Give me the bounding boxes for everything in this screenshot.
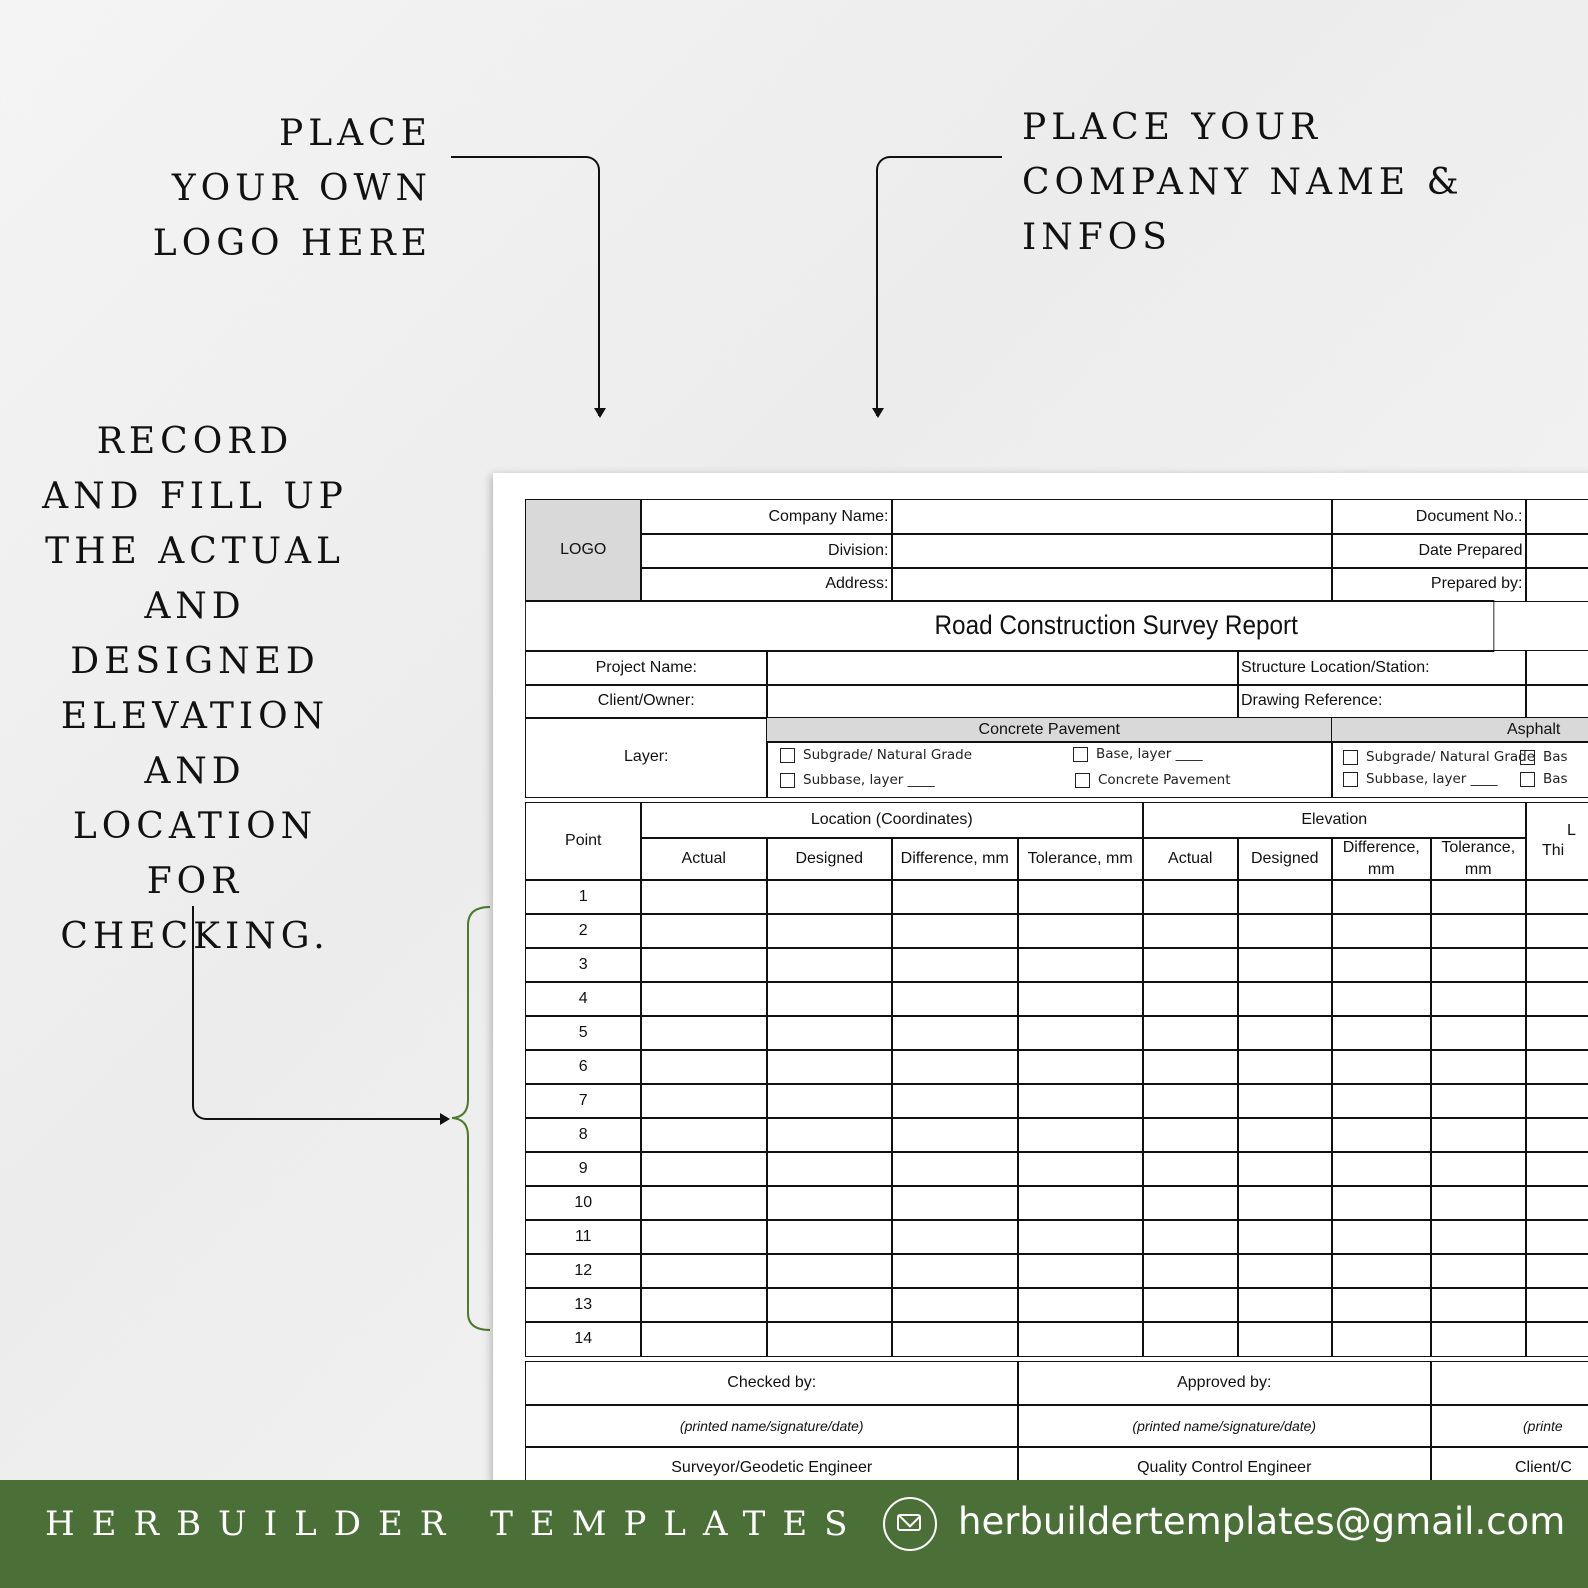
mail-icon (883, 1497, 937, 1551)
point-number: 14 (525, 1321, 642, 1357)
data-cell[interactable] (1525, 1083, 1588, 1119)
approved-by-label: Approved by: (1017, 1361, 1432, 1406)
layer-thickness-header[interactable] (1525, 802, 1588, 881)
data-cell[interactable] (640, 947, 768, 983)
data-cell[interactable] (891, 1287, 1019, 1323)
data-cell[interactable] (891, 1151, 1019, 1187)
signature-line: (printed name/signature/date) (1017, 1404, 1432, 1448)
checkbox-icon[interactable] (780, 748, 795, 763)
data-cell[interactable] (1525, 981, 1588, 1017)
data-cell[interactable] (1430, 1253, 1527, 1289)
checkbox-icon[interactable] (1343, 772, 1358, 787)
data-cell[interactable] (1331, 1253, 1432, 1289)
data-cell[interactable] (1017, 1321, 1144, 1357)
data-cell[interactable] (640, 1117, 768, 1153)
point-number: 8 (525, 1117, 642, 1153)
data-cell[interactable] (1237, 1151, 1333, 1187)
checkbox-icon[interactable] (1075, 773, 1090, 788)
option-concrete[interactable] (1075, 772, 1231, 788)
logo-placeholder: LOGO (525, 499, 642, 602)
data-cell[interactable] (1430, 1219, 1527, 1255)
brand-name: HERBUILDER TEMPLATES (45, 1504, 865, 1544)
column-header: Tolerance, mm (1017, 837, 1144, 881)
field-structure_location[interactable] (1525, 650, 1588, 686)
data-cell[interactable] (1017, 1287, 1144, 1323)
data-cell[interactable] (640, 1083, 768, 1119)
data-cell[interactable] (766, 1219, 893, 1255)
label-project_name: Project Name: (525, 650, 768, 686)
data-cell[interactable] (640, 1219, 768, 1255)
data-cell[interactable] (1237, 1117, 1333, 1153)
option-label: Concrete Pavement (1098, 772, 1231, 788)
data-cell[interactable] (766, 947, 893, 983)
field-document_no[interactable] (1525, 499, 1588, 535)
option-asphalt-base-2[interactable] (1520, 771, 1568, 787)
data-cell[interactable] (1430, 879, 1527, 915)
point-number: 12 (525, 1253, 642, 1289)
data-cell[interactable] (1331, 1219, 1432, 1255)
signoff-cell[interactable] (1430, 1361, 1588, 1406)
option-subgrade[interactable] (780, 747, 972, 763)
column-header: Tolerance, mm (1430, 837, 1527, 881)
point-number: 6 (525, 1049, 642, 1085)
option-label: Subgrade/ Natural Grade (803, 747, 973, 763)
label-address: Address: (640, 567, 893, 602)
data-cell[interactable] (1430, 1321, 1527, 1357)
data-cell[interactable] (1331, 1321, 1432, 1357)
label-client_owner: Client/Owner: (525, 684, 768, 719)
data-cell[interactable] (1142, 1287, 1239, 1323)
data-cell[interactable] (1237, 879, 1333, 915)
data-cell[interactable] (766, 1049, 893, 1085)
data-cell[interactable] (1331, 1151, 1432, 1187)
option-asphalt-base[interactable] (1520, 749, 1568, 765)
signature-line: (printed name/signature/date) (525, 1404, 1019, 1448)
data-cell[interactable] (1017, 1185, 1144, 1221)
data-cell[interactable] (1142, 1049, 1239, 1085)
data-cell[interactable] (891, 1219, 1019, 1255)
data-cell[interactable] (1525, 1321, 1588, 1357)
data-cell[interactable] (1430, 947, 1527, 983)
data-cell[interactable] (766, 981, 893, 1017)
column-header: Designed (766, 837, 893, 881)
data-cell[interactable] (1142, 879, 1239, 915)
option-asphalt-subgrade[interactable] (1343, 749, 1535, 765)
data-cell[interactable] (1525, 1117, 1588, 1153)
label-date_prepared: Date Prepared (1331, 533, 1527, 569)
data-cell[interactable] (1331, 879, 1432, 915)
data-cell[interactable] (1525, 1219, 1588, 1255)
form-title: Road Construction Survey Report (525, 600, 1494, 652)
label-company_name: Company Name: (640, 499, 893, 535)
label-prepared_by: Prepared by: (1331, 567, 1527, 602)
concrete-pavement-header: Concrete Pavement (766, 717, 1333, 743)
data-cell[interactable] (766, 1117, 893, 1153)
label-division: Division: (640, 533, 893, 569)
data-cell[interactable] (1237, 1015, 1333, 1051)
label-structure_location: Structure Location/Station: (1237, 650, 1527, 686)
checked-by-label: Checked by: (525, 1361, 1019, 1406)
arrow-logo (451, 156, 600, 416)
point-number: 10 (525, 1185, 642, 1221)
data-cell[interactable] (1525, 1151, 1588, 1187)
point-number: 1 (525, 879, 642, 915)
column-header: Difference, mm (1331, 837, 1432, 881)
field-prepared_by[interactable] (1525, 567, 1588, 602)
location-header: Location (Coordinates) (640, 802, 1144, 839)
annotation-record: RECORD AND FILL UP THE ACTUAL AND DESIGNED ELEVATION AND LOCATION FOR CHECKING. (42, 421, 348, 957)
data-cell[interactable] (640, 1253, 768, 1289)
data-cell[interactable] (640, 1151, 768, 1187)
footer-bar (0, 1480, 1588, 1588)
column-header: Designed (1237, 837, 1333, 881)
data-cell[interactable] (766, 1253, 893, 1289)
data-cell[interactable] (891, 1049, 1019, 1085)
option-subbase[interactable] (780, 772, 935, 788)
field-project_name[interactable] (766, 650, 1239, 686)
option-label: Base, layer ____ (1096, 746, 1203, 762)
data-cell[interactable] (640, 1185, 768, 1221)
signature-line: (printe (1430, 1404, 1588, 1448)
point-number: 11 (525, 1219, 642, 1255)
checkbox-icon[interactable] (1520, 750, 1535, 765)
point-number: 4 (525, 981, 642, 1017)
field-division[interactable] (891, 533, 1333, 569)
field-client_owner[interactable] (766, 684, 1239, 719)
bracket-icon (448, 905, 493, 1333)
data-cell[interactable] (1331, 1185, 1432, 1221)
checkbox-icon[interactable] (1343, 750, 1358, 765)
data-cell[interactable] (1142, 1321, 1239, 1357)
data-cell[interactable] (891, 1083, 1019, 1119)
surveyor-role: Surveyor/Geodetic Engineer (525, 1446, 1019, 1490)
option-label: Bas (1543, 749, 1568, 765)
data-cell[interactable] (766, 913, 893, 949)
data-cell[interactable] (1430, 1015, 1527, 1051)
data-cell[interactable] (1331, 1083, 1432, 1119)
client-role: Client/C (1430, 1446, 1588, 1490)
data-cell[interactable] (1017, 1219, 1144, 1255)
checkbox-icon[interactable] (1073, 747, 1088, 762)
data-cell[interactable] (891, 1253, 1019, 1289)
option-base[interactable] (1073, 746, 1203, 762)
data-cell[interactable] (1525, 879, 1588, 915)
checkbox-icon[interactable] (1520, 772, 1535, 787)
data-cell[interactable] (1017, 1083, 1144, 1119)
point-number: 9 (525, 1151, 642, 1187)
data-cell[interactable] (1525, 1185, 1588, 1221)
data-cell[interactable] (1430, 1049, 1527, 1085)
data-cell[interactable] (640, 913, 768, 949)
data-cell[interactable] (1017, 879, 1144, 915)
email-link[interactable]: herbuildertemplates@gmail.com (958, 1500, 1566, 1543)
data-cell[interactable] (1331, 1049, 1432, 1085)
data-cell[interactable] (1430, 913, 1527, 949)
data-cell[interactable] (1237, 981, 1333, 1017)
arrow-record (192, 906, 444, 1120)
data-cell[interactable] (1430, 1083, 1527, 1119)
point-number: 13 (525, 1287, 642, 1323)
field-drawing_reference[interactable] (1525, 684, 1588, 719)
data-cell[interactable] (1017, 1151, 1144, 1187)
point-number: 5 (525, 1015, 642, 1051)
option-label: Subbase, layer ____ (1366, 771, 1498, 787)
data-cell[interactable] (1017, 1049, 1144, 1085)
data-cell[interactable] (1331, 913, 1432, 949)
layer-thickness-label: L (1567, 822, 1576, 840)
data-cell[interactable] (1142, 1253, 1239, 1289)
label-layer: Layer: (525, 717, 768, 798)
data-cell[interactable] (1430, 1287, 1527, 1323)
data-cell[interactable] (1237, 913, 1333, 949)
data-cell[interactable] (891, 947, 1019, 983)
option-label: Subgrade/ Natural Grade (1366, 749, 1536, 765)
data-cell[interactable] (1017, 1117, 1144, 1153)
data-cell[interactable] (891, 1185, 1019, 1221)
point-number: 2 (525, 913, 642, 949)
layer-thickness-label: Thi (1542, 842, 1565, 860)
data-cell[interactable] (1331, 1287, 1432, 1323)
data-cell[interactable] (1142, 1219, 1239, 1255)
data-cell[interactable] (1142, 1117, 1239, 1153)
data-cell[interactable] (766, 879, 893, 915)
data-cell[interactable] (1430, 1151, 1527, 1187)
data-cell[interactable] (1017, 1015, 1144, 1051)
data-cell[interactable] (1017, 981, 1144, 1017)
asphalt-header: Asphalt (1331, 717, 1588, 743)
data-cell[interactable] (1525, 1287, 1588, 1323)
data-cell[interactable] (640, 981, 768, 1017)
data-cell[interactable] (766, 1185, 893, 1221)
data-cell[interactable] (1017, 947, 1144, 983)
data-cell[interactable] (766, 1015, 893, 1051)
data-cell[interactable] (766, 1083, 893, 1119)
data-cell[interactable] (1237, 1321, 1333, 1357)
data-cell[interactable] (1142, 1083, 1239, 1119)
label-drawing_reference: Drawing Reference: (1237, 684, 1527, 719)
field-address[interactable] (891, 567, 1333, 602)
elevation-header: Elevation (1142, 802, 1527, 839)
data-cell[interactable] (640, 1049, 768, 1085)
data-cell[interactable] (640, 879, 768, 915)
data-cell[interactable] (1142, 947, 1239, 983)
data-cell[interactable] (1237, 947, 1333, 983)
data-cell[interactable] (1142, 1151, 1239, 1187)
data-cell[interactable] (1237, 1219, 1333, 1255)
data-cell[interactable] (891, 879, 1019, 915)
annotation-company: PLACE YOUR COMPANY NAME & INFOS (1022, 107, 1464, 258)
data-cell[interactable] (766, 1321, 893, 1357)
data-cell[interactable] (1017, 913, 1144, 949)
data-cell[interactable] (1525, 947, 1588, 983)
option-label: Bas (1543, 771, 1568, 787)
data-cell[interactable] (1430, 981, 1527, 1017)
field-company_name[interactable] (891, 499, 1333, 535)
data-cell[interactable] (1237, 1049, 1333, 1085)
data-cell[interactable] (891, 1321, 1019, 1357)
data-cell[interactable] (1237, 1185, 1333, 1221)
column-header: Difference, mm (891, 837, 1019, 881)
field-date_prepared[interactable] (1525, 533, 1588, 569)
data-cell[interactable] (766, 1287, 893, 1323)
checkbox-icon[interactable] (780, 773, 795, 788)
data-cell[interactable] (1525, 1049, 1588, 1085)
point-header: Point (525, 802, 642, 881)
data-cell[interactable] (1331, 981, 1432, 1017)
qc-role: Quality Control Engineer (1017, 1446, 1432, 1490)
point-number: 3 (525, 947, 642, 983)
data-cell[interactable] (1142, 1015, 1239, 1051)
option-asphalt-subbase[interactable] (1343, 771, 1498, 787)
data-cell[interactable] (640, 1287, 768, 1323)
annotation-logo: PLACE YOUR OWN LOGO HERE (152, 113, 432, 264)
data-cell[interactable] (1525, 913, 1588, 949)
data-cell[interactable] (1525, 1015, 1588, 1051)
arrow-company (876, 156, 1002, 416)
data-cell[interactable] (891, 1015, 1019, 1051)
data-cell[interactable] (1237, 1083, 1333, 1119)
data-cell[interactable] (1430, 1185, 1527, 1221)
data-cell[interactable] (891, 981, 1019, 1017)
data-cell[interactable] (1237, 1287, 1333, 1323)
column-header: Actual (640, 837, 768, 881)
data-cell[interactable] (1142, 1185, 1239, 1221)
data-cell[interactable] (1331, 1117, 1432, 1153)
data-cell[interactable] (891, 1117, 1019, 1153)
option-label: Subbase, layer ____ (803, 772, 935, 788)
data-cell[interactable] (1525, 1253, 1588, 1289)
label-document_no: Document No.: (1331, 499, 1527, 535)
data-cell[interactable] (1017, 1253, 1144, 1289)
data-cell[interactable] (891, 913, 1019, 949)
data-cell[interactable] (1430, 1117, 1527, 1153)
column-header: Actual (1142, 837, 1239, 881)
data-cell[interactable] (1331, 1015, 1432, 1051)
data-cell[interactable] (1142, 981, 1239, 1017)
data-cell[interactable] (640, 1015, 768, 1051)
arrowhead-company-icon (872, 408, 884, 418)
data-cell[interactable] (1237, 1253, 1333, 1289)
data-cell[interactable] (1331, 947, 1432, 983)
arrowhead-logo-icon (594, 408, 606, 418)
data-cell[interactable] (766, 1151, 893, 1187)
point-number: 7 (525, 1083, 642, 1119)
data-cell[interactable] (640, 1321, 768, 1357)
data-cell[interactable] (1142, 913, 1239, 949)
